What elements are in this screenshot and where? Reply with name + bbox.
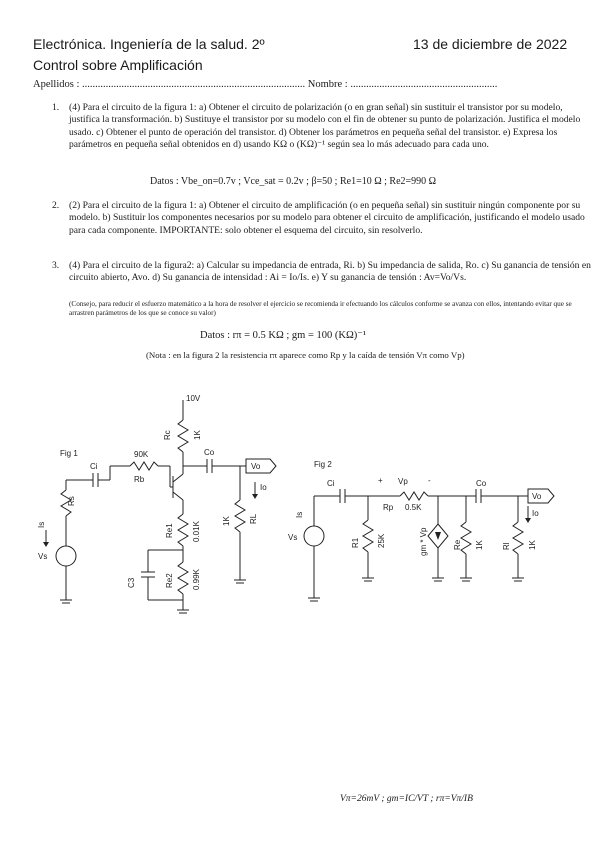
question-number: 2. [52, 200, 60, 211]
fig1-vs-label: Vs [38, 552, 48, 561]
fig2-minus: - [428, 476, 431, 485]
question-number: 3. [52, 260, 60, 271]
exam-date: 13 de diciembre de 2022 [413, 36, 568, 52]
datos-fig1: Datos : Vbe_on=0.7v ; Vce_sat = 0.2v ; β=50 ; Re1=10 Ω ; Re2=990 Ω [150, 176, 437, 187]
fig2-re-label: Re [453, 539, 462, 550]
fig2-rp-value: 0.5K [405, 503, 422, 512]
fig2-rp-label: Rp [383, 503, 394, 512]
question-text: (4) Para el circuito de la figura 1: a) Obtener el circuito de polarización (o en gran señal) sin sustituir el transistor por su modelo, justifica la transformación. b) Sustituye el transistor por su modelo con el fin de obtener su punto de polarización. Justifica el modelo usado. c) Obtener el punto de operación del transistor. d) Obtener los parámetros en pequeña señal del transistor. e) Expresa los parámetros en pequeña señal obtenidos en d) usando KΩ o (KΩ)⁻¹ según sea lo más adecuado para cada uno. [69, 102, 581, 151]
exam-subtitle: Control sobre Amplificación [33, 57, 203, 73]
fig2-plus: + [378, 476, 383, 485]
fig1-re2-value: 0.99K [192, 569, 201, 590]
fig2-io-label: Io [532, 509, 539, 518]
fig2-source-label: gm * Vp [419, 527, 428, 556]
course-title: Electrónica. Ingeniería de la salud. 2º [33, 36, 265, 52]
fig1-re1-label: Re1 [165, 523, 174, 538]
fig2-rl-label: Rl [502, 542, 511, 550]
fig1-vo-label: Vo [251, 462, 261, 471]
name-line: Apellidos : ..................................................................................... Nombre : ........................................................ [33, 79, 498, 90]
fig1-rl-value: 1K [222, 516, 231, 526]
fig1-c3-label: C3 [127, 577, 136, 588]
fig2-vs-label: Vs [288, 533, 298, 542]
fig1-re2-label: Re2 [165, 573, 174, 588]
fig2-is-label: Is [295, 511, 304, 518]
fig1-rb-value: 90K [134, 450, 149, 459]
nota-fig2: (Nota : en la figura 2 la resistencia rπ aparece como Rp y la caída de tensión Vπ como Vp) [146, 350, 465, 360]
fig1-ci-label: Ci [90, 462, 98, 471]
fig1-io-label: Io [260, 483, 267, 492]
fig2-r1-value: 25K [377, 533, 386, 548]
fig2-vo-label: Vo [532, 492, 542, 501]
question-text: (4) Para el circuito de la figura2: a) Calcular su impedancia de entrada, Ri. b) Su impedancia de salida, Ro. c) Su ganancia de tensión en circuito abierto, Avo. d) Su ganancia de intensidad : Ai = Io/Is. e) Y su ganancia de tensión : Av=Vo/Vs. [69, 260, 591, 284]
fig2-ci-label: Ci [327, 479, 335, 488]
fig1-co-label: Co [204, 448, 215, 457]
fig1-vcc-label: 10V [186, 394, 201, 403]
fig1-rc-value: 1K [193, 430, 202, 440]
datos-fig2: Datos : rπ = 0.5 KΩ ; gm = 100 (KΩ)⁻¹ [200, 330, 366, 341]
footer-formula: Vπ=26mV ; gm=IC/VT ; rπ=Vπ/IB [340, 794, 473, 804]
fig1-rc-label: Rc [163, 430, 172, 440]
consejo-note: (Consejo, para reducir el esfuerzo matemático a la hora de resolver el ejercicio se recomienda ir efectuando los cálculos conforme se avanza con ellos, intentando evitar que se arrastren parámetros de los que se conoce su valor) [69, 300, 572, 318]
fig1-is-label: Is [37, 521, 46, 528]
fig2-rl-value: 1K [528, 540, 537, 550]
fig2-r1-label: R1 [351, 537, 360, 548]
fig2-co-label: Co [476, 479, 487, 488]
question-number: 1. [52, 102, 60, 113]
fig1-title: Fig 1 [60, 449, 78, 458]
question-text: (2) Para el circuito de la figura 1: a) Obtener el circuito de amplificación (o en pequeña señal) sin sustituir ningún componente por su modelo. b) Sustituir los componentes necesarios por su modelo para obtener el circuito de amplificación, justificando el modelo usado para cada componente. IMPORTANTE: solo obtener el esquema del circuito, sin resolverlo. [69, 200, 585, 236]
fig1-rb-label: Rb [134, 475, 145, 484]
fig1-rl-label: RL [249, 513, 258, 524]
fig2-vp-label: Vp [398, 477, 408, 486]
fig1-re1-value: 0.01K [192, 521, 201, 542]
fig1-rs-label: Rs [67, 496, 76, 506]
fig2-title: Fig 2 [314, 460, 332, 469]
fig2-re-value: 1K [475, 540, 484, 550]
